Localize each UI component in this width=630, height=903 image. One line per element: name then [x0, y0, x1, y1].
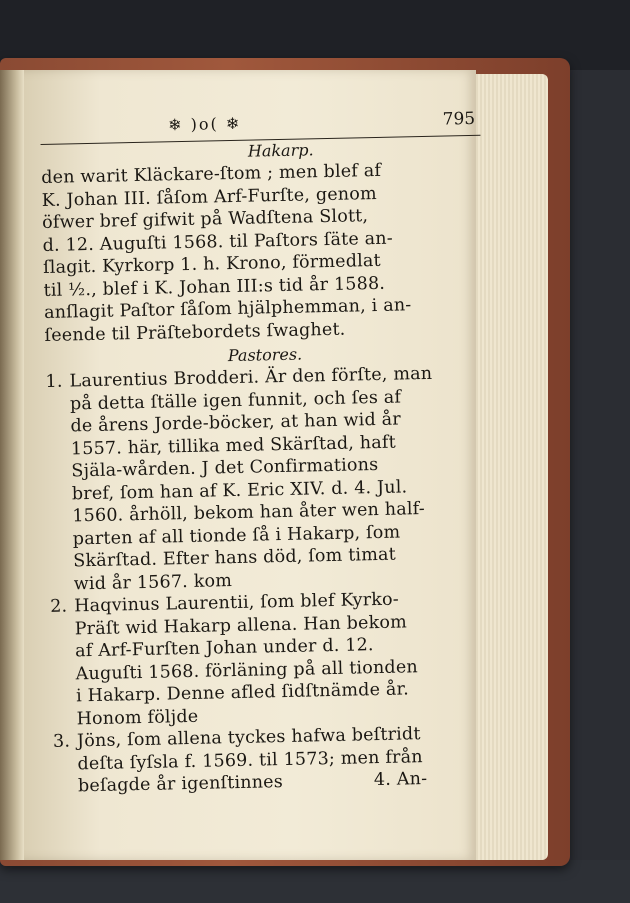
entry-line: 1557. här, tillika med Skärſtad, haft: [70, 432, 397, 459]
paragraph-line: d. 12. Auguſti 1568. til Paſtors ſäte an-: [42, 228, 394, 256]
entry-2: [50, 587, 493, 731]
paragraph-line: ſlagit. Kyrkorp 1. h. Krono, förmedlat: [42, 250, 381, 278]
entry-line: Laurentius Brodderi. Är den förſte, man: [69, 363, 433, 392]
paragraph-line: K. Johan III. ſåſom Arf-Furſte, genom: [41, 183, 378, 211]
entry-line: de årens Jorde-böcker, at han wid år: [70, 409, 402, 437]
entry-line: parten af all tionde ſå i Hakarp, ſom: [72, 522, 401, 549]
entry-line: i Hakarp. Denne afled ſidſtnämde år.: [75, 679, 410, 707]
entry-line: Honom följde: [76, 706, 199, 729]
entry-line: af Arf-Furſten Johan under d. 12.: [74, 635, 374, 662]
entry-number: 1.: [45, 371, 63, 392]
entry-line: 1560. århöll, bekom han åter wen half-: [72, 499, 426, 527]
section-subheading: Pastores.: [227, 344, 303, 366]
paragraph-line: ſeende til Präſtebordets ſwaghet.: [44, 319, 346, 346]
page-text-column: [40, 109, 495, 828]
desk-background-bottom: [0, 860, 630, 903]
entry-1: [45, 362, 490, 596]
entry-line: på detta ſtälle igen funnit, och ſes af: [69, 387, 402, 414]
entry-3: [53, 722, 494, 799]
entry-number: 3.: [52, 731, 71, 752]
paragraph-line: anſlagit Paſtor ſåſom hjälphemman, i an-: [43, 295, 412, 323]
entry-number: 2.: [50, 596, 68, 617]
entry-line: bref, ſom han af K. Eric XIV. d. 4. Jul.: [71, 476, 408, 504]
header-ornament: ❄ )o( ❄: [167, 113, 242, 135]
book-gutter: [0, 70, 24, 860]
entry-line: Auguſti 1568. förläning på all tionden: [75, 656, 419, 684]
entry-line: Skärſtad. Efter hans död, ſom timat: [73, 544, 397, 572]
catchword: 4. An-: [373, 769, 428, 791]
entry-line: beſagde år igenſtinnes: [77, 772, 284, 797]
entry-line: wid år 1567. kom: [73, 570, 233, 594]
paragraph-line: til ½., blef i K. Johan III:s tid år 1588.: [43, 273, 386, 301]
entry-line: deſta ſyſsla f. 1569. til 1573; men från: [77, 746, 423, 774]
entry-line: Präſt wid Hakarp allena. Han bekom: [74, 611, 408, 639]
place-heading: Hakarp.: [247, 140, 314, 161]
entry-line: Jöns, ſom allena tyckes hafwa beſtridt: [76, 724, 421, 752]
entry-line: Haqvinus Laurentii, ſom blef Kyrko-: [74, 589, 400, 617]
paragraph-line: den warit Kläckare-ſtom ; men blef af: [41, 160, 382, 188]
page-number: 795: [442, 108, 476, 130]
paragraph-line: öfwer bref gifwit på Wadſtena Slott,: [41, 206, 369, 233]
entry-line: Själa-wården. J det Confirmations: [71, 454, 379, 482]
intro-paragraph: [41, 158, 485, 347]
